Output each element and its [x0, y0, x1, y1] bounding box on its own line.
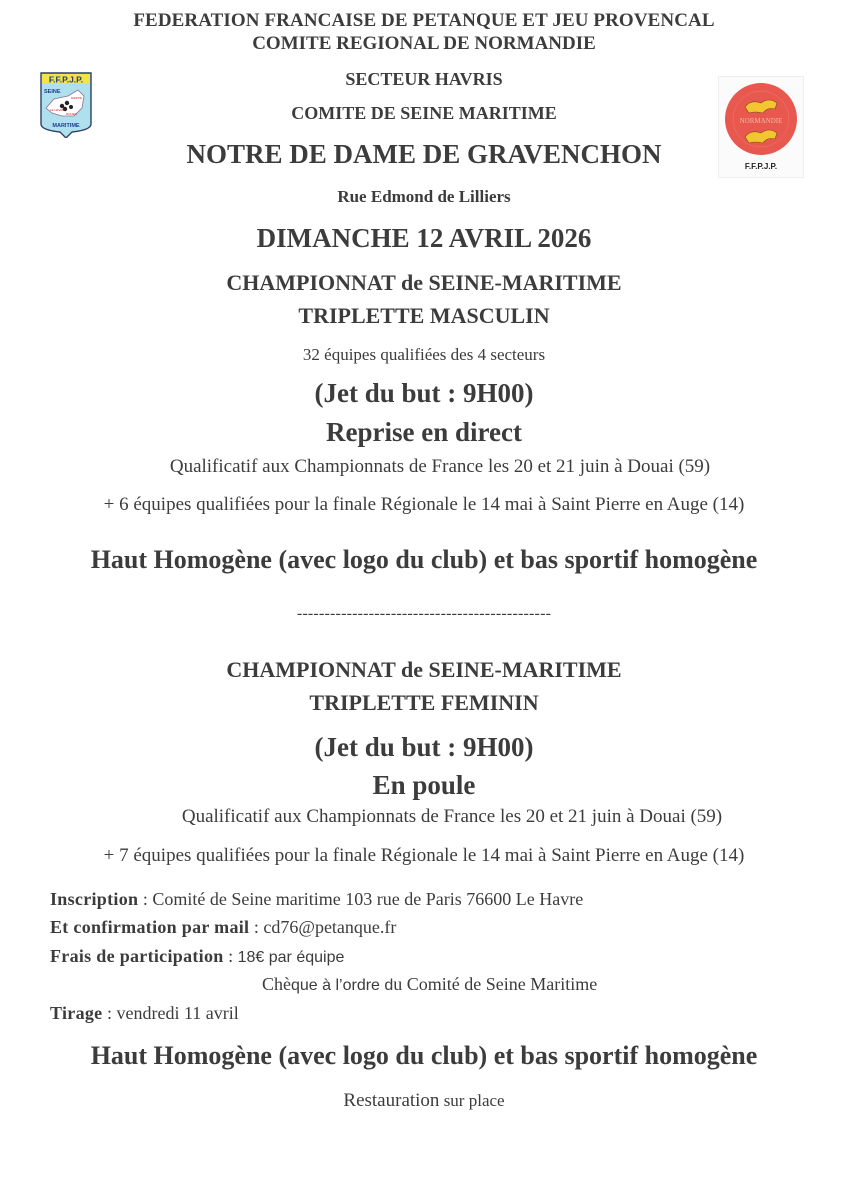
- event-location: NOTRE DE DAME DE GRAVENCHON: [186, 139, 662, 169]
- logo-right-bottom-text: F.F.P.J.P.: [744, 162, 778, 171]
- men-start-time: (Jet du but : 9H00): [314, 378, 534, 408]
- svg-text:DIEPPE: DIEPPE: [71, 96, 83, 100]
- registration-info: [50, 889, 583, 910]
- cheque-text-b: que à l’ordre d: [291, 977, 394, 994]
- women-championship-subtitle: TRIPLETTE FEMININ: [309, 690, 539, 715]
- women-championship-title: CHAMPIONNAT de SEINE-MARITIME: [226, 657, 622, 682]
- footer-dress-code: Haut Homogène (avec logo du club) et bas sportif homogène: [90, 1041, 758, 1070]
- men-teams-info: 32 équipes qualifiées des 4 secteurs: [302, 345, 546, 364]
- registration-value: : Comité de Seine maritime 103 rue de Paris 76600 Le Havre: [138, 889, 584, 909]
- fee-separator: :: [223, 946, 238, 966]
- logo-left-upper-text: SEINE: [44, 89, 61, 95]
- men-qualification: Qualificatif aux Championnats de France les 20 et 21 juin à Douai (59): [169, 456, 711, 477]
- men-championship-subtitle: TRIPLETTE MASCULIN: [298, 303, 550, 328]
- svg-text:LE HAVRE: LE HAVRE: [50, 108, 65, 112]
- event-street: Rue Edmond de Lilliers: [337, 187, 511, 206]
- men-dress-code: Haut Homogène (avec logo du club) et bas sportif homogène: [90, 545, 758, 574]
- catering-text-b: sur place: [439, 1091, 505, 1110]
- logo-left-lower-text: MARITIME: [52, 123, 80, 129]
- cheque-text-c: u Comité de Seine Maritime: [393, 974, 598, 994]
- catering-info: [0, 1090, 848, 1112]
- registration-label: Inscription: [50, 889, 139, 909]
- confirmation-label: Et confirmation par mail: [50, 917, 250, 937]
- sector-name: SECTEUR HAVRIS: [345, 69, 503, 89]
- federation-name: FEDERATION FRANCAISE DE PETANQUE ET JEU PROVENCAL: [133, 10, 715, 31]
- draw-value: : vendredi 11 avril: [102, 1003, 239, 1023]
- men-format: Reprise en direct: [326, 417, 522, 447]
- regional-committee: COMITE REGIONAL DE NORMANDIE: [252, 33, 596, 54]
- logo-right-center-text: NORMANDIE: [739, 117, 783, 125]
- men-championship-title: CHAMPIONNAT de SEINE-MARITIME: [226, 270, 622, 295]
- cheque-text-a: Chè: [262, 974, 291, 994]
- section-separator: ----------------------------------------------: [296, 605, 552, 622]
- logo-left-top-text: F.F.P.J.P.: [48, 74, 84, 85]
- women-start-time: (Jet du but : 9H00): [314, 732, 534, 762]
- cheque-info: [262, 974, 597, 995]
- draw-label: Tirage: [50, 1003, 103, 1023]
- confirmation-email[interactable]: cd76@petanque.fr: [263, 917, 397, 937]
- catering-text-a: Restauration: [343, 1090, 440, 1111]
- departmental-committee: COMITE DE SEINE MARITIME: [291, 103, 557, 123]
- svg-text:ROUEN: ROUEN: [66, 112, 77, 116]
- fee-value: 18€ par équipe: [237, 949, 345, 966]
- women-format: En poule: [372, 770, 476, 800]
- women-qualification: Qualificatif aux Championnats de France les 20 et 21 juin à Douai (59): [181, 806, 723, 827]
- event-date: DIMANCHE 12 AVRIL 2026: [256, 223, 592, 253]
- confirmation-separator: :: [249, 917, 264, 937]
- confirmation-info: [50, 917, 396, 938]
- men-regional-final: + 6 équipes qualifiées pour la finale Régionale le 14 mai à Saint Pierre en Auge (14): [103, 494, 745, 515]
- fee-info: [50, 946, 344, 967]
- fee-label: Frais de participation: [50, 946, 224, 966]
- draw-info: [50, 1003, 239, 1024]
- women-regional-final: + 7 équipes qualifiées pour la finale Régionale le 14 mai à Saint Pierre en Auge (14): [103, 845, 745, 866]
